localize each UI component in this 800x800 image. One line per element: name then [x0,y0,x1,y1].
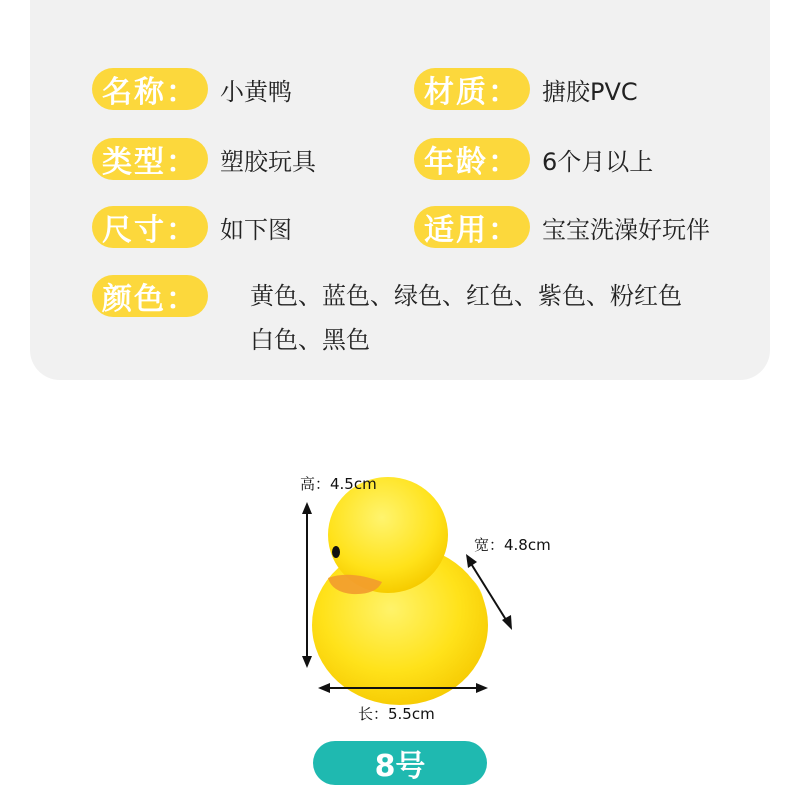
spec-material-row [414,68,638,110]
spec-type-value: 塑胶玩具 [220,147,316,176]
height-arrow-top-head [302,502,312,514]
spec-panel [30,0,770,380]
size-badge: 8号 [313,741,487,785]
spec-age-value: 6个月以上 [542,147,654,176]
spec-size-row [92,206,292,248]
spec-age-row [414,138,653,180]
spec-usage-label: 适用： [414,206,530,248]
spec-material-label: 材质： [414,68,530,110]
height-label: 高：4.5cm [300,475,377,493]
length-arrow-left-head [318,683,330,693]
length-label: 长：5.5cm [358,705,435,723]
spec-name-value: 小黄鸭 [220,77,292,106]
spec-color-label: 颜色： [92,275,208,317]
length-arrow-right-head [476,683,488,693]
spec-type-label: 类型： [92,138,208,180]
spec-type-row [92,138,316,180]
spec-color-line2: 白色、黑色 [250,326,370,354]
spec-name-row [92,68,292,110]
spec-size-label: 尺寸： [92,206,208,248]
spec-usage-row [414,206,710,248]
width-label: 宽：4.8cm [474,536,551,554]
height-arrow-bottom-head [302,656,312,668]
spec-name-label: 名称： [92,68,208,110]
spec-age-label: 年龄： [414,138,530,180]
duck-illustration [0,430,800,750]
spec-size-value: 如下图 [220,215,292,244]
spec-material-value: 搪胶PVC [542,77,638,106]
spec-usage-value: 宝宝洗澡好玩伴 [542,215,710,244]
spec-color-line1: 黄色、蓝色、绿色、红色、紫色、粉红色 [250,282,682,310]
spec-color-row [92,275,208,317]
duck-eye [332,546,340,558]
